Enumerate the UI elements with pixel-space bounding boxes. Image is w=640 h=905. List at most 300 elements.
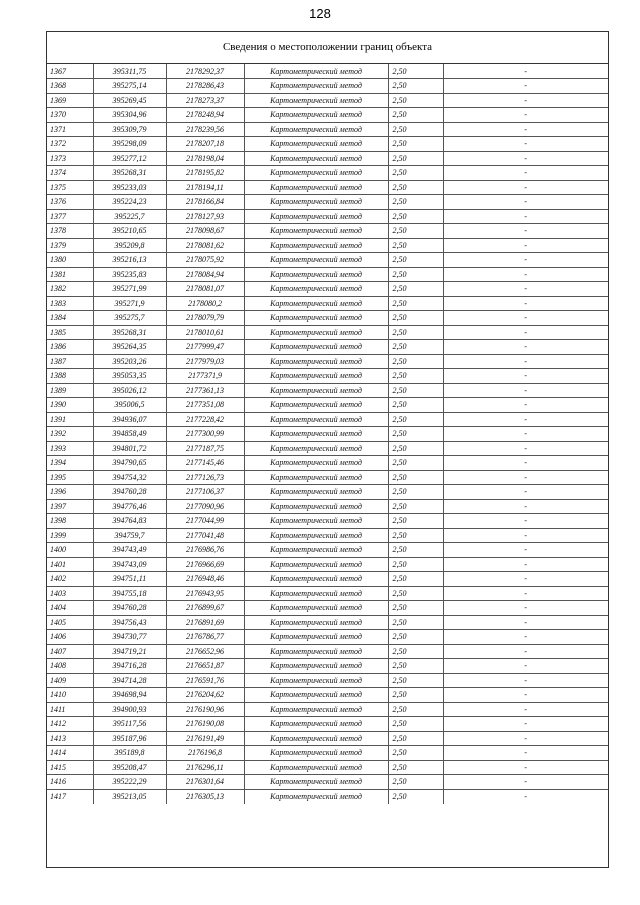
precision-cell: 2,50: [388, 195, 443, 210]
y-coordinate-cell: 2176196,8: [166, 746, 244, 761]
precision-cell: 2,50: [388, 151, 443, 166]
precision-cell: 2,50: [388, 499, 443, 514]
x-coordinate-cell: 394730,77: [93, 630, 166, 645]
table-row: [47, 93, 608, 108]
x-coordinate-cell: 395269,45: [93, 93, 166, 108]
table-row: [47, 122, 608, 137]
description-cell: -: [443, 572, 608, 587]
table-row: [47, 760, 608, 775]
method-cell: Картометрический метод: [244, 717, 388, 732]
x-coordinate-cell: 395225,7: [93, 209, 166, 224]
description-cell: -: [443, 108, 608, 123]
y-coordinate-cell: 2176296,11: [166, 760, 244, 775]
y-coordinate-cell: 2177145,46: [166, 456, 244, 471]
table-row: [47, 79, 608, 94]
precision-cell: 2,50: [388, 485, 443, 500]
precision-cell: 2,50: [388, 282, 443, 297]
point-number-cell: 1382: [47, 282, 93, 297]
y-coordinate-cell: 2178075,92: [166, 253, 244, 268]
precision-cell: 2,50: [388, 514, 443, 529]
table-row: [47, 673, 608, 688]
point-number-cell: 1373: [47, 151, 93, 166]
x-coordinate-cell: 394698,94: [93, 688, 166, 703]
table-row: [47, 383, 608, 398]
method-cell: Картометрический метод: [244, 775, 388, 790]
precision-cell: 2,50: [388, 93, 443, 108]
method-cell: Картометрический метод: [244, 224, 388, 239]
precision-cell: 2,50: [388, 296, 443, 311]
point-number-cell: 1412: [47, 717, 93, 732]
table-row: [47, 180, 608, 195]
x-coordinate-cell: 394714,28: [93, 673, 166, 688]
coordinates-table: [47, 64, 608, 804]
method-cell: Картометрический метод: [244, 354, 388, 369]
table-row: [47, 514, 608, 529]
method-cell: Картометрический метод: [244, 644, 388, 659]
boundary-info-frame: [46, 31, 609, 868]
x-coordinate-cell: 395213,05: [93, 789, 166, 804]
point-number-cell: 1372: [47, 137, 93, 152]
y-coordinate-cell: 2178081,62: [166, 238, 244, 253]
point-number-cell: 1400: [47, 543, 93, 558]
table-row: [47, 688, 608, 703]
precision-cell: 2,50: [388, 108, 443, 123]
y-coordinate-cell: 2178273,37: [166, 93, 244, 108]
y-coordinate-cell: 2177300,99: [166, 427, 244, 442]
description-cell: -: [443, 369, 608, 384]
point-number-cell: 1414: [47, 746, 93, 761]
table-row: [47, 224, 608, 239]
x-coordinate-cell: 394801,72: [93, 441, 166, 456]
point-number-cell: 1387: [47, 354, 93, 369]
x-coordinate-cell: 395275,7: [93, 311, 166, 326]
table-row: [47, 746, 608, 761]
precision-cell: 2,50: [388, 731, 443, 746]
point-number-cell: 1413: [47, 731, 93, 746]
table-row: [47, 775, 608, 790]
point-number-cell: 1394: [47, 456, 93, 471]
description-cell: -: [443, 282, 608, 297]
description-cell: -: [443, 456, 608, 471]
y-coordinate-cell: 2177106,37: [166, 485, 244, 500]
precision-cell: 2,50: [388, 441, 443, 456]
precision-cell: 2,50: [388, 137, 443, 152]
description-cell: -: [443, 238, 608, 253]
point-number-cell: 1393: [47, 441, 93, 456]
x-coordinate-cell: 394751,11: [93, 572, 166, 587]
y-coordinate-cell: 2177979,03: [166, 354, 244, 369]
point-number-cell: 1395: [47, 470, 93, 485]
y-coordinate-cell: 2178010,61: [166, 325, 244, 340]
point-number-cell: 1399: [47, 528, 93, 543]
x-coordinate-cell: 395216,13: [93, 253, 166, 268]
description-cell: -: [443, 470, 608, 485]
x-coordinate-cell: 394858,49: [93, 427, 166, 442]
x-coordinate-cell: 395298,09: [93, 137, 166, 152]
y-coordinate-cell: 2178084,94: [166, 267, 244, 282]
point-number-cell: 1401: [47, 557, 93, 572]
point-number-cell: 1408: [47, 659, 93, 674]
y-coordinate-cell: 2176190,08: [166, 717, 244, 732]
y-coordinate-cell: 2177361,13: [166, 383, 244, 398]
table-row: [47, 398, 608, 413]
precision-cell: 2,50: [388, 253, 443, 268]
point-number-cell: 1392: [47, 427, 93, 442]
y-coordinate-cell: 2176891,69: [166, 615, 244, 630]
y-coordinate-cell: 2178198,04: [166, 151, 244, 166]
x-coordinate-cell: 395006,5: [93, 398, 166, 413]
precision-cell: 2,50: [388, 64, 443, 79]
y-coordinate-cell: 2176204,62: [166, 688, 244, 703]
method-cell: Картометрический метод: [244, 760, 388, 775]
point-number-cell: 1416: [47, 775, 93, 790]
table-row: [47, 369, 608, 384]
precision-cell: 2,50: [388, 746, 443, 761]
point-number-cell: 1375: [47, 180, 93, 195]
method-cell: Картометрический метод: [244, 557, 388, 572]
point-number-cell: 1407: [47, 644, 93, 659]
y-coordinate-cell: 2177999,47: [166, 340, 244, 355]
point-number-cell: 1384: [47, 311, 93, 326]
point-number-cell: 1385: [47, 325, 93, 340]
method-cell: Картометрический метод: [244, 731, 388, 746]
description-cell: -: [443, 717, 608, 732]
description-cell: -: [443, 789, 608, 804]
method-cell: Картометрический метод: [244, 673, 388, 688]
y-coordinate-cell: 2178195,82: [166, 166, 244, 181]
x-coordinate-cell: 395233,03: [93, 180, 166, 195]
table-row: [47, 731, 608, 746]
method-cell: Картометрический метод: [244, 702, 388, 717]
description-cell: -: [443, 325, 608, 340]
x-coordinate-cell: 394755,18: [93, 586, 166, 601]
description-cell: -: [443, 340, 608, 355]
description-cell: -: [443, 485, 608, 500]
precision-cell: 2,50: [388, 775, 443, 790]
method-cell: Картометрический метод: [244, 253, 388, 268]
point-number-cell: 1405: [47, 615, 93, 630]
method-cell: Картометрический метод: [244, 79, 388, 94]
y-coordinate-cell: 2178098,67: [166, 224, 244, 239]
x-coordinate-cell: 394760,28: [93, 601, 166, 616]
precision-cell: 2,50: [388, 398, 443, 413]
method-cell: Картометрический метод: [244, 630, 388, 645]
description-cell: -: [443, 601, 608, 616]
table-row: [47, 64, 608, 79]
precision-cell: 2,50: [388, 122, 443, 137]
table-row: [47, 427, 608, 442]
y-coordinate-cell: 2176651,87: [166, 659, 244, 674]
x-coordinate-cell: 395026,12: [93, 383, 166, 398]
table-row: [47, 209, 608, 224]
point-number-cell: 1370: [47, 108, 93, 123]
description-cell: -: [443, 209, 608, 224]
precision-cell: 2,50: [388, 267, 443, 282]
y-coordinate-cell: 2176899,67: [166, 601, 244, 616]
description-cell: -: [443, 412, 608, 427]
x-coordinate-cell: 395271,9: [93, 296, 166, 311]
precision-cell: 2,50: [388, 325, 443, 340]
x-coordinate-cell: 395224,23: [93, 195, 166, 210]
precision-cell: 2,50: [388, 456, 443, 471]
method-cell: Картометрический метод: [244, 340, 388, 355]
point-number-cell: 1404: [47, 601, 93, 616]
x-coordinate-cell: 395203,26: [93, 354, 166, 369]
table-row: [47, 282, 608, 297]
method-cell: Картометрический метод: [244, 499, 388, 514]
table-row: [47, 412, 608, 427]
method-cell: Картометрический метод: [244, 137, 388, 152]
method-cell: Картометрический метод: [244, 441, 388, 456]
point-number-cell: 1380: [47, 253, 93, 268]
y-coordinate-cell: 2178166,84: [166, 195, 244, 210]
description-cell: -: [443, 79, 608, 94]
table-row: [47, 151, 608, 166]
table-row: [47, 354, 608, 369]
description-cell: -: [443, 137, 608, 152]
x-coordinate-cell: 395189,8: [93, 746, 166, 761]
table-row: [47, 528, 608, 543]
y-coordinate-cell: 2178080,2: [166, 296, 244, 311]
table-title: Сведения о местоположении границ объекта: [47, 32, 608, 64]
description-cell: -: [443, 659, 608, 674]
table-row: [47, 267, 608, 282]
x-coordinate-cell: 394743,49: [93, 543, 166, 558]
method-cell: Картометрический метод: [244, 369, 388, 384]
x-coordinate-cell: 395275,14: [93, 79, 166, 94]
x-coordinate-cell: 394936,07: [93, 412, 166, 427]
description-cell: -: [443, 702, 608, 717]
y-coordinate-cell: 2178239,56: [166, 122, 244, 137]
description-cell: -: [443, 557, 608, 572]
description-cell: -: [443, 64, 608, 79]
x-coordinate-cell: 395268,31: [93, 325, 166, 340]
method-cell: Картометрический метод: [244, 746, 388, 761]
y-coordinate-cell: 2177041,48: [166, 528, 244, 543]
x-coordinate-cell: 395304,96: [93, 108, 166, 123]
precision-cell: 2,50: [388, 209, 443, 224]
table-row: [47, 615, 608, 630]
method-cell: Картометрический метод: [244, 398, 388, 413]
y-coordinate-cell: 2178127,93: [166, 209, 244, 224]
method-cell: Картометрический метод: [244, 659, 388, 674]
table-row: [47, 543, 608, 558]
x-coordinate-cell: 394764,83: [93, 514, 166, 529]
description-cell: -: [443, 644, 608, 659]
y-coordinate-cell: 2178081,07: [166, 282, 244, 297]
table-row: [47, 572, 608, 587]
method-cell: Картометрический метод: [244, 180, 388, 195]
method-cell: Картометрический метод: [244, 572, 388, 587]
table-row: [47, 296, 608, 311]
method-cell: Картометрический метод: [244, 267, 388, 282]
x-coordinate-cell: 394754,32: [93, 470, 166, 485]
y-coordinate-cell: 2176652,96: [166, 644, 244, 659]
x-coordinate-cell: 394743,09: [93, 557, 166, 572]
description-cell: -: [443, 775, 608, 790]
precision-cell: 2,50: [388, 427, 443, 442]
y-coordinate-cell: 2177371,9: [166, 369, 244, 384]
x-coordinate-cell: 394776,46: [93, 499, 166, 514]
precision-cell: 2,50: [388, 311, 443, 326]
description-cell: -: [443, 528, 608, 543]
method-cell: Картометрический метод: [244, 238, 388, 253]
precision-cell: 2,50: [388, 760, 443, 775]
method-cell: Картометрический метод: [244, 615, 388, 630]
precision-cell: 2,50: [388, 543, 443, 558]
description-cell: -: [443, 151, 608, 166]
point-number-cell: 1417: [47, 789, 93, 804]
point-number-cell: 1390: [47, 398, 93, 413]
x-coordinate-cell: 395309,79: [93, 122, 166, 137]
method-cell: Картометрический метод: [244, 311, 388, 326]
point-number-cell: 1379: [47, 238, 93, 253]
method-cell: Картометрический метод: [244, 166, 388, 181]
table-row: [47, 311, 608, 326]
point-number-cell: 1377: [47, 209, 93, 224]
y-coordinate-cell: 2177228,42: [166, 412, 244, 427]
y-coordinate-cell: 2176190,96: [166, 702, 244, 717]
method-cell: Картометрический метод: [244, 543, 388, 558]
method-cell: Картометрический метод: [244, 122, 388, 137]
x-coordinate-cell: 395209,8: [93, 238, 166, 253]
point-number-cell: 1378: [47, 224, 93, 239]
precision-cell: 2,50: [388, 572, 443, 587]
description-cell: -: [443, 398, 608, 413]
y-coordinate-cell: 2178207,18: [166, 137, 244, 152]
page-number: 128: [309, 6, 331, 21]
table-row: [47, 325, 608, 340]
description-cell: -: [443, 543, 608, 558]
y-coordinate-cell: 2176948,46: [166, 572, 244, 587]
point-number-cell: 1367: [47, 64, 93, 79]
precision-cell: 2,50: [388, 238, 443, 253]
method-cell: Картометрический метод: [244, 485, 388, 500]
method-cell: Картометрический метод: [244, 456, 388, 471]
method-cell: Картометрический метод: [244, 325, 388, 340]
description-cell: -: [443, 180, 608, 195]
precision-cell: 2,50: [388, 615, 443, 630]
description-cell: -: [443, 166, 608, 181]
precision-cell: 2,50: [388, 659, 443, 674]
point-number-cell: 1397: [47, 499, 93, 514]
table-row: [47, 137, 608, 152]
y-coordinate-cell: 2177044,99: [166, 514, 244, 529]
precision-cell: 2,50: [388, 688, 443, 703]
description-cell: -: [443, 427, 608, 442]
table-row: [47, 630, 608, 645]
point-number-cell: 1406: [47, 630, 93, 645]
method-cell: Картометрический метод: [244, 586, 388, 601]
y-coordinate-cell: 2178286,43: [166, 79, 244, 94]
precision-cell: 2,50: [388, 702, 443, 717]
description-cell: -: [443, 688, 608, 703]
table-row: [47, 195, 608, 210]
table-row: [47, 253, 608, 268]
table-row: [47, 485, 608, 500]
point-number-cell: 1376: [47, 195, 93, 210]
precision-cell: 2,50: [388, 412, 443, 427]
description-cell: -: [443, 224, 608, 239]
precision-cell: 2,50: [388, 557, 443, 572]
precision-cell: 2,50: [388, 586, 443, 601]
precision-cell: 2,50: [388, 717, 443, 732]
table-row: [47, 166, 608, 181]
table-row: [47, 441, 608, 456]
table-row: [47, 601, 608, 616]
method-cell: Картометрический метод: [244, 601, 388, 616]
precision-cell: 2,50: [388, 470, 443, 485]
point-number-cell: 1389: [47, 383, 93, 398]
y-coordinate-cell: 2177351,08: [166, 398, 244, 413]
precision-cell: 2,50: [388, 630, 443, 645]
y-coordinate-cell: 2178194,11: [166, 180, 244, 195]
method-cell: Картометрический метод: [244, 296, 388, 311]
table-row: [47, 659, 608, 674]
point-number-cell: 1403: [47, 586, 93, 601]
precision-cell: 2,50: [388, 340, 443, 355]
y-coordinate-cell: 2177090,96: [166, 499, 244, 514]
point-number-cell: 1388: [47, 369, 93, 384]
table-row: [47, 557, 608, 572]
method-cell: Картометрический метод: [244, 383, 388, 398]
method-cell: Картометрический метод: [244, 470, 388, 485]
table-row: [47, 789, 608, 804]
x-coordinate-cell: 394790,65: [93, 456, 166, 471]
description-cell: -: [443, 267, 608, 282]
x-coordinate-cell: 395264,35: [93, 340, 166, 355]
description-cell: -: [443, 760, 608, 775]
precision-cell: 2,50: [388, 673, 443, 688]
table-row: [47, 644, 608, 659]
precision-cell: 2,50: [388, 79, 443, 94]
y-coordinate-cell: 2178248,94: [166, 108, 244, 123]
y-coordinate-cell: 2176786,77: [166, 630, 244, 645]
precision-cell: 2,50: [388, 528, 443, 543]
y-coordinate-cell: 2176191,49: [166, 731, 244, 746]
table-row: [47, 456, 608, 471]
x-coordinate-cell: 394719,21: [93, 644, 166, 659]
x-coordinate-cell: 395268,31: [93, 166, 166, 181]
y-coordinate-cell: 2176986,76: [166, 543, 244, 558]
method-cell: Картометрический метод: [244, 427, 388, 442]
x-coordinate-cell: 395277,12: [93, 151, 166, 166]
description-cell: -: [443, 673, 608, 688]
description-cell: -: [443, 383, 608, 398]
method-cell: Картометрический метод: [244, 151, 388, 166]
point-number-cell: 1409: [47, 673, 93, 688]
x-coordinate-cell: 395208,47: [93, 760, 166, 775]
table-row: [47, 470, 608, 485]
description-cell: -: [443, 296, 608, 311]
x-coordinate-cell: 395117,56: [93, 717, 166, 732]
table-row: [47, 238, 608, 253]
precision-cell: 2,50: [388, 789, 443, 804]
y-coordinate-cell: 2176591,76: [166, 673, 244, 688]
precision-cell: 2,50: [388, 180, 443, 195]
precision-cell: 2,50: [388, 644, 443, 659]
point-number-cell: 1391: [47, 412, 93, 427]
point-number-cell: 1411: [47, 702, 93, 717]
x-coordinate-cell: 395222,29: [93, 775, 166, 790]
point-number-cell: 1386: [47, 340, 93, 355]
method-cell: Картометрический метод: [244, 195, 388, 210]
description-cell: -: [443, 122, 608, 137]
point-number-cell: 1415: [47, 760, 93, 775]
point-number-cell: 1383: [47, 296, 93, 311]
point-number-cell: 1402: [47, 572, 93, 587]
method-cell: Картометрический метод: [244, 514, 388, 529]
